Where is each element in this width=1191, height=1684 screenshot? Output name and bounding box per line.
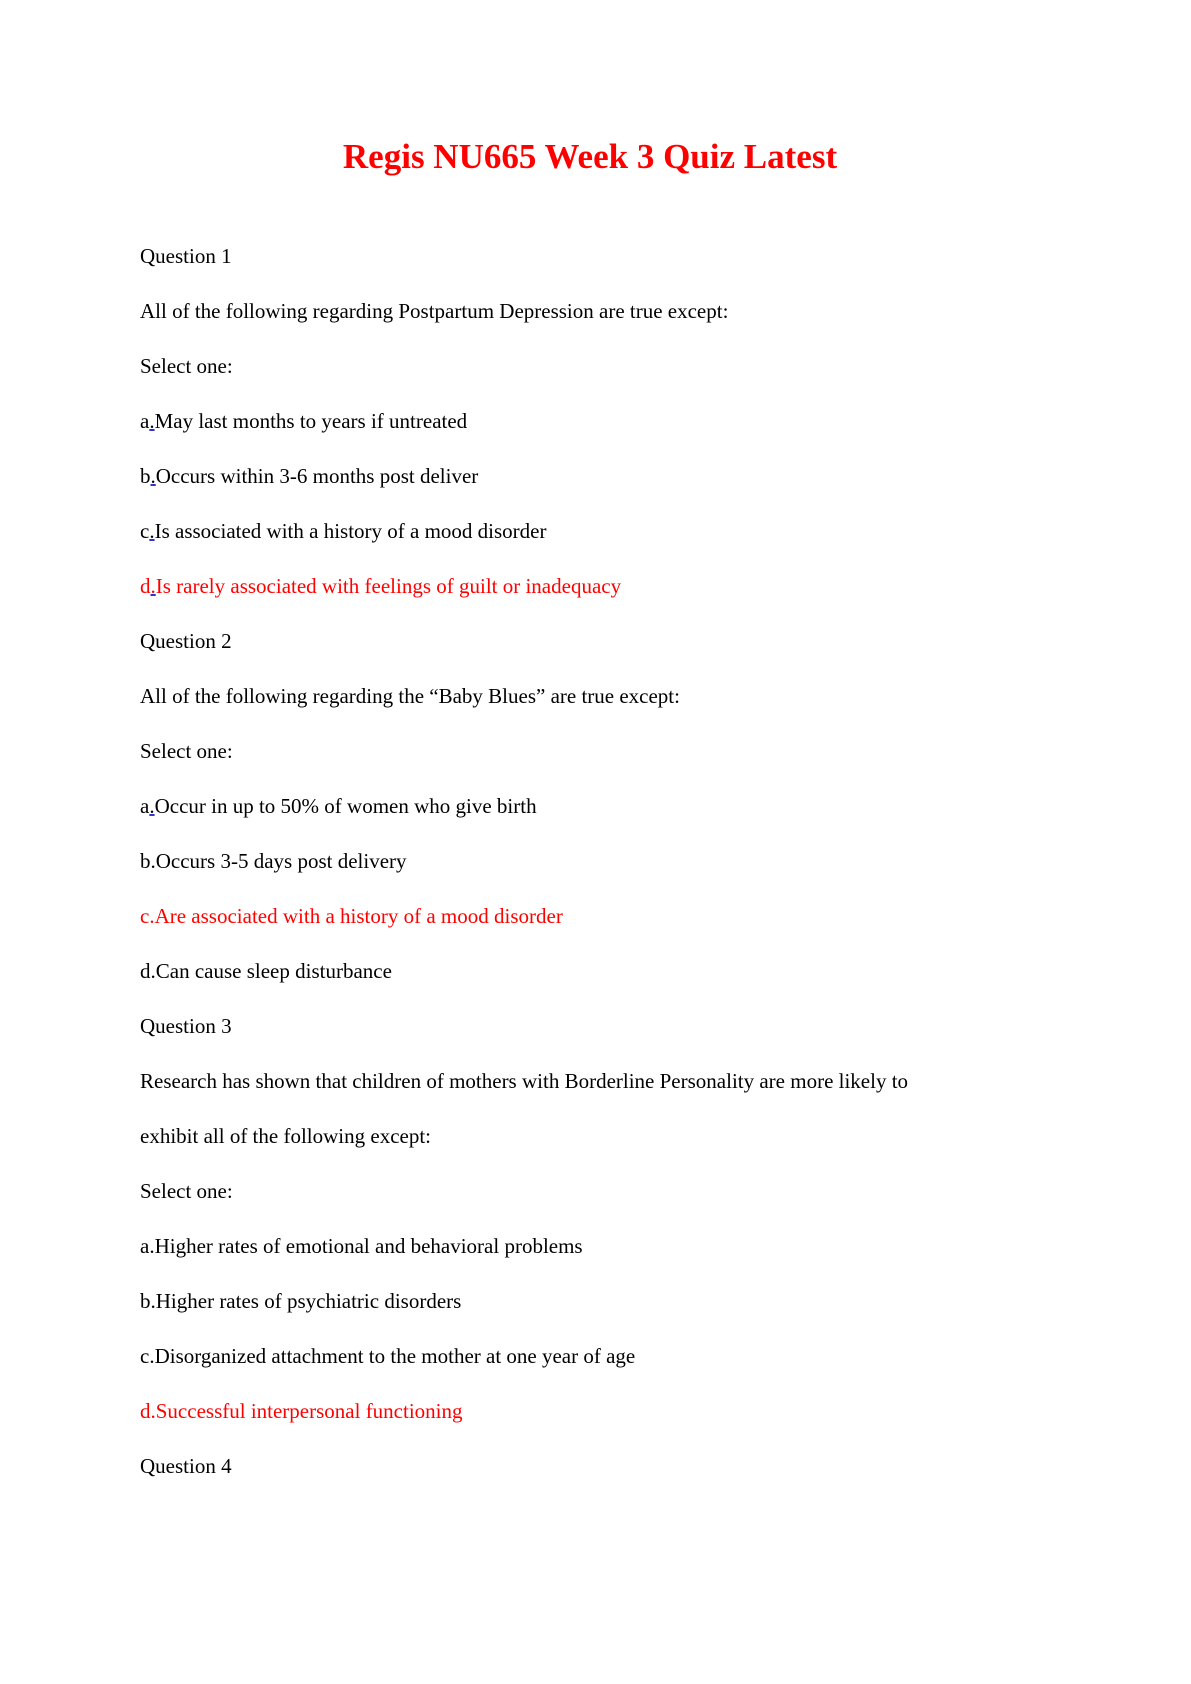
option-text: Can cause sleep disturbance [155, 959, 392, 983]
option-row-answer [140, 1384, 1070, 1439]
quiz-content [140, 229, 1070, 1494]
option-row-answer [140, 559, 1070, 614]
question-label: Question 4 [140, 1454, 232, 1478]
option-row [140, 1329, 1070, 1384]
option-text: Occurs within 3-6 months post deliver [155, 464, 479, 488]
option-letter: c [140, 904, 150, 928]
option-letter: c [140, 519, 150, 543]
question-block [140, 229, 1070, 614]
option-letter: a [140, 794, 150, 818]
question-block [140, 999, 1070, 1439]
question-label: Question 1 [140, 244, 232, 268]
question-block [140, 614, 1070, 999]
option-text: Is associated with a history of a mood disorder [154, 519, 547, 543]
option-text: Occur in up to 50% of women who give birth [154, 794, 537, 818]
page-title: Regis NU665 Week 3 Quiz Latest [342, 137, 838, 176]
option-text: Higher rates of psychiatric disorders [155, 1289, 462, 1313]
option-row [140, 394, 1070, 449]
option-row [140, 504, 1070, 559]
option-dot: . [149, 1234, 155, 1258]
option-text: Disorganized attachment to the mother at one year of age [154, 1344, 636, 1368]
option-dot: . [150, 464, 156, 488]
option-dot: . [149, 794, 155, 818]
question-label: Question 2 [140, 629, 232, 653]
option-dot: . [149, 1344, 155, 1368]
option-dot: . [149, 409, 155, 433]
option-dot: . [150, 574, 156, 598]
option-row-answer [140, 889, 1070, 944]
option-letter: d [140, 574, 151, 598]
question-label: Question 3 [140, 1014, 232, 1038]
question-stem-line: Research has shown that children of mothers with Borderline Personality are more likely to [140, 1069, 909, 1093]
option-letter: b [140, 464, 151, 488]
option-dot: . [150, 1289, 156, 1313]
question-stem-line: All of the following regarding Postpartum Depression are true except: [140, 299, 729, 323]
option-dot: . [149, 519, 155, 543]
option-text: Higher rates of emotional and behavioral problems [154, 1234, 583, 1258]
option-letter: b [140, 1289, 151, 1313]
select-one-prompt: Select one: [140, 739, 233, 763]
option-dot: . [150, 1399, 156, 1423]
option-dot: . [149, 904, 155, 928]
question-block [140, 1439, 1070, 1494]
option-text: Successful interpersonal functioning [155, 1399, 463, 1423]
option-dot: . [150, 959, 156, 983]
option-row [140, 1219, 1070, 1274]
option-row [140, 449, 1070, 504]
option-row [140, 944, 1070, 999]
option-letter: a [140, 1234, 150, 1258]
option-text: Occurs 3-5 days post delivery [155, 849, 407, 873]
select-one-prompt: Select one: [140, 354, 233, 378]
option-letter: a [140, 409, 150, 433]
question-stem-line: All of the following regarding the “Baby Blues” are true except: [140, 684, 680, 708]
option-text: Is rarely associated with feelings of guilt or inadequacy [155, 574, 622, 598]
option-dot: . [150, 849, 156, 873]
question-stem-line: exhibit all of the following except: [140, 1124, 432, 1148]
option-row [140, 1274, 1070, 1329]
option-text: Are associated with a history of a mood disorder [154, 904, 563, 928]
option-row [140, 779, 1070, 834]
option-row [140, 834, 1070, 889]
option-letter: d [140, 959, 151, 983]
option-letter: d [140, 1399, 151, 1423]
select-one-prompt: Select one: [140, 1179, 233, 1203]
option-letter: b [140, 849, 151, 873]
option-letter: c [140, 1344, 150, 1368]
option-text: May last months to years if untreated [154, 409, 468, 433]
